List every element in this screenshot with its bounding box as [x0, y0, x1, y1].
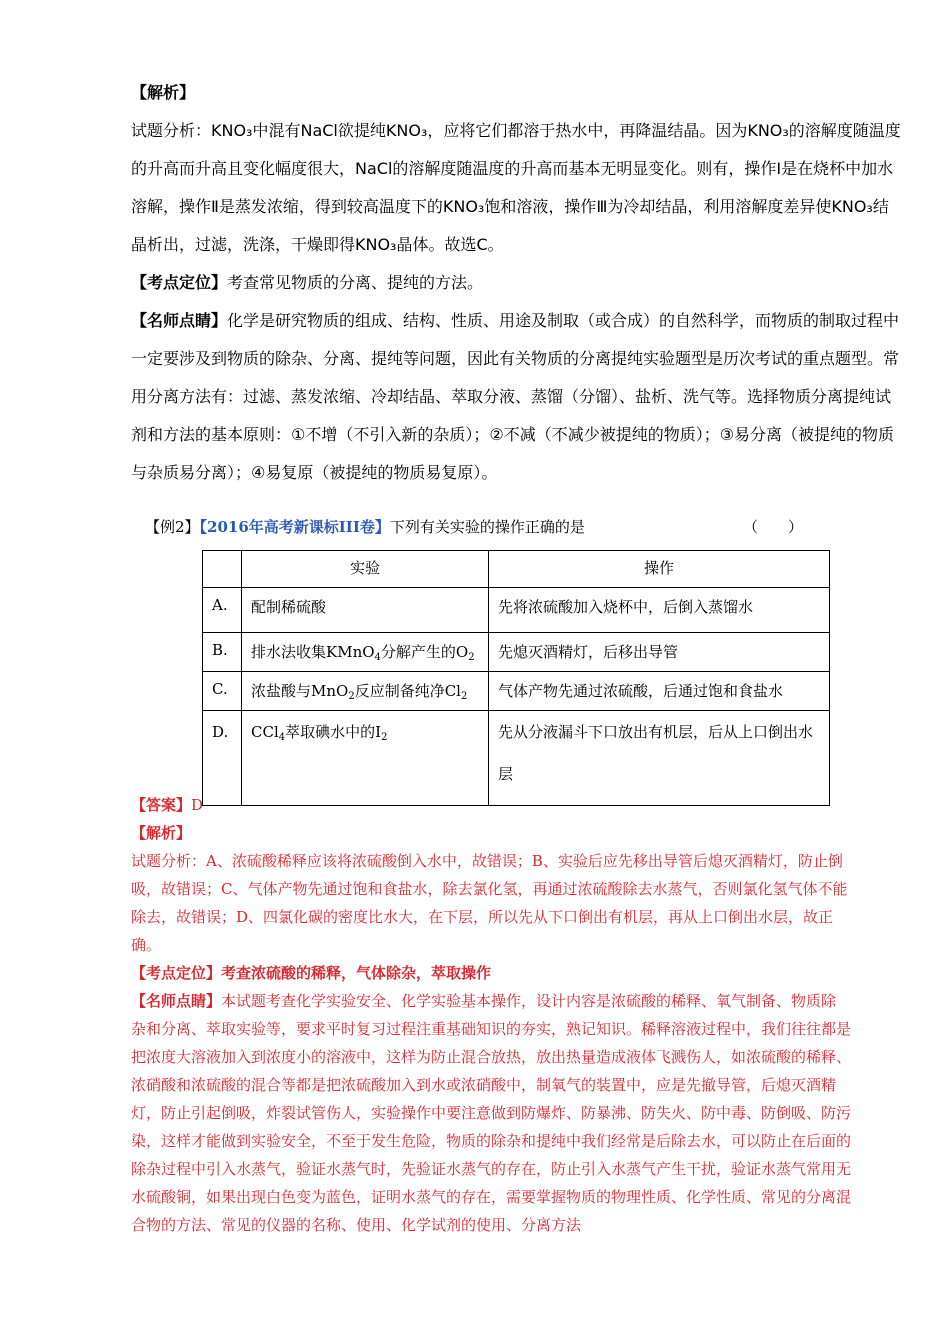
- kaodian-text-2: 考查浓硫酸的稀释，气体除杂，萃取操作: [221, 964, 492, 982]
- option-operation: 先熄灭酒精灯，后移出导管: [489, 633, 830, 672]
- answer-label: 【答案】: [131, 796, 192, 814]
- table-header-experiment: 实验: [242, 551, 489, 588]
- option-experiment: 排水法收集KMnO$_4$分解产生的$O_2$: [242, 633, 489, 672]
- table-row: [203, 672, 830, 711]
- example-label: 【例2】: [145, 518, 200, 536]
- mingshi-text-2: 本试题考查化学实验安全、化学实验基本操作，设计内容是浓硫酸的稀释、氧气制备、物质除杂和分离、萃取实验等，要求平时复习过程注重基础知识的夯实，熟记知识。稀释溶液过程中，我们往往都是把浓度大溶液加入到浓度小的溶液中，这样为防止混合放热，放出热量造成液体飞溅伤人，如浓硫酸的稀释、浓硝酸和浓硫酸的混合等都是把浓硫酸加入到水或浓硝酸中，制氧气的装置中，应是先撤导管，后熄灭酒精灯，防止引起倒吸，炸裂试管伤人，实验操作中要注意做到防爆炸、防暴沸、防失火、防中毒、防倒吸、防污染，这样才能做到实验安全，不至于发生危险，物质的除杂和提纯中我们经常是后除去水，可以防止在后面的除杂过程中引入水蒸气，验证水蒸气时，先验证水蒸气的存在，防止引入水蒸气产生干扰，验证水蒸气常用无水硫酸铜，如果出现白色变为蓝色，证明水蒸气的存在，需要掌握物质的物理性质、化学性质、常见的分离混合物的方法、常见的仪器的名称、使用、化学试剂的使用、分离方法: [131, 992, 852, 1234]
- option-experiment: 浓盐酸与MnO$_2$反应制备纯净$Cl_2$: [242, 672, 489, 711]
- mingshi-label-2: 【名师点睛】: [131, 992, 222, 1010]
- option-experiment: 配制稀硫酸: [242, 588, 489, 633]
- options-table: [202, 550, 830, 806]
- jiexi-heading: 【解析】: [131, 83, 196, 102]
- option-operation: 先将浓硫酸加入烧杯中，后倒入蒸馏水: [489, 588, 830, 633]
- example-question: [145, 513, 825, 541]
- kaodian-text: 考查常见物质的分离、提纯的方法。: [227, 273, 484, 292]
- option-operation: 气体产物先通过浓硫酸，后通过饱和食盐水: [489, 672, 830, 711]
- kaodian-label: 【考点定位】: [131, 273, 228, 292]
- option-letter: A.: [203, 588, 242, 633]
- kaodian-label-2: 【考点定位】: [131, 964, 222, 982]
- option-letter: C.: [203, 672, 242, 711]
- section-2: [131, 791, 851, 1239]
- table-header-operation: 操作: [489, 551, 830, 588]
- analysis-paragraph-2: 试题分析：A、浓硫酸稀释应该将浓硫酸倒入水中，故错误；B、实验后应先移出导管后熄灭酒精灯，防止倒吸，故错误；C、气体产物先通过饱和食盐水，除去氯化氢，再通过浓硫酸除去水蒸气，否则氯化氢气体不能除去，故错误；D、四氯化碳的密度比水大，在下层，所以先从下口倒出有机层，再从上口倒出水层，故正确。: [131, 852, 848, 954]
- mingshi-paragraph-2: [131, 987, 851, 1239]
- table-row: [203, 633, 830, 672]
- option-letter: B.: [203, 633, 242, 672]
- mingshi-paragraph: [131, 302, 901, 492]
- example-question-text: 下列有关实验的操作正确的是: [389, 518, 585, 536]
- jiexi-heading-2: 【解析】: [131, 824, 192, 842]
- mingshi-label: 【名师点睛】: [131, 311, 228, 330]
- table-header-row: [203, 551, 830, 588]
- section-1: [131, 74, 901, 492]
- mingshi-text: 化学是研究物质的组成、结构、性质、用途及制取（或合成）的自然科学，而物质的制取过程中一定要涉及到物质的除杂、分离、提纯等问题，因此有关物质的分离提纯实验题型是历次考试的重点题型。常用分离方法有：过滤、蒸发浓缩、冷却结晶、萃取分液、蒸馏（分馏）、盐析、洗气等。选择物质分离提纯试剂和方法的基本原则：①不增（不引入新的杂质）；②不减（不减少被提纯的物质）；③易分离（被提纯的物质与杂质易分离）；④易复原（被提纯的物质易复原）。: [131, 311, 900, 482]
- answer-line: [131, 791, 851, 819]
- kaodian-paragraph-2: [131, 959, 851, 987]
- kaodian-paragraph: [131, 264, 901, 302]
- answer-blank: （ ）: [742, 518, 803, 536]
- table-row: [203, 588, 830, 633]
- option-operation: 先从分液漏斗下口放出有机层，后从上口倒出水层: [489, 711, 830, 806]
- example-source: 【2016年高考新课标III卷】: [199, 518, 390, 536]
- table-header-blank: [203, 551, 242, 588]
- option-experiment: CCl$_4$萃取碘水中的$I_2$: [242, 711, 489, 806]
- option-letter: D.: [203, 711, 242, 806]
- answer-value: D: [191, 796, 204, 814]
- analysis-paragraph: 试题分析：KNO₃中混有NaCl欲提纯KNO₃，应将它们都溶于热水中，再降温结晶。因为KNO₃的溶解度随温度的升高而升高且变化幅度很大，NaCl的溶解度随温度的升高而基本无明显变化。则有，操作Ⅰ是在烧杯中加水溶解，操作Ⅱ是蒸发浓缩，得到较高温度下的KNO₃饱和溶液，操作Ⅲ为冷却结晶，利用溶解度差异使KNO₃结晶析出，过滤，洗涤，干燥即得KNO₃晶体。故选C。: [131, 121, 901, 254]
